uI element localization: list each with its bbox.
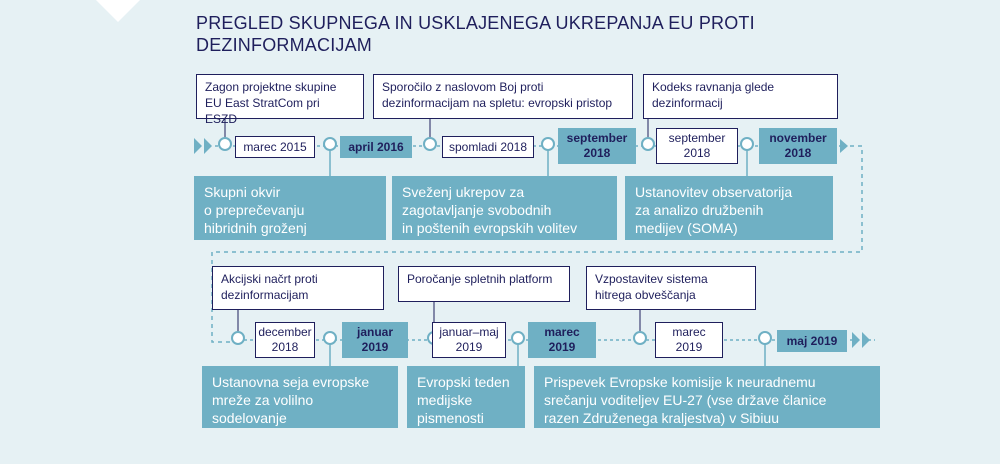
date-label: september 2018 <box>656 128 738 164</box>
milestone-circle-icon <box>542 138 554 150</box>
milestone-circle-icon <box>324 138 336 150</box>
result-box-election-network: Ustanovna seja evropske mreže za volilno sodelovanje <box>202 366 398 428</box>
end-arrow-icon <box>862 332 870 348</box>
end-arrow-icon <box>852 332 860 348</box>
event-box-code-of-practice: Kodeks ravnanja glede dezinformacij <box>643 74 838 119</box>
event-box-east-stratcom: Zagon projektne skupine EU East StratCom pri ESZD <box>196 74 364 119</box>
milestone-circle-icon <box>741 138 753 150</box>
date-label: marec 2015 <box>235 136 315 158</box>
date-label: marec 2019 <box>655 322 723 358</box>
milestone-circle-icon <box>424 138 436 150</box>
milestone-circle-icon <box>642 138 654 150</box>
event-box-platform-reporting: Poročanje spletnih platform <box>398 266 570 302</box>
event-box-rapid-alert: Vzpostavitev sistema hitrega obveščanja <box>586 266 756 310</box>
result-box-elections-package: Sveženj ukrepov za zagotavljanje svobodnih in poštenih evropskih volitev <box>392 176 617 240</box>
milestone-circle-icon <box>634 332 646 344</box>
result-box-soma: Ustanovitev observatorija za analizo družbenih medijev (SOMA) <box>625 176 833 240</box>
milestone-circle-icon <box>512 332 524 344</box>
result-box-sibiu-contribution: Prispevek Evropske komisije k neuradnemu srečanju voditeljev EU-27 (vse države članice razen Združenega kraljestva) v Sibiuu <box>534 366 880 428</box>
start-arrow-icon <box>204 138 212 154</box>
date-label: spomladi 2018 <box>442 136 534 158</box>
date-label-highlight: april 2016 <box>340 136 412 158</box>
date-label-highlight: september 2018 <box>558 128 636 164</box>
milestone-circle-icon <box>324 332 336 344</box>
date-label: december 2018 <box>255 322 315 358</box>
event-box-action-plan: Akcijski načrt proti dezinformacijam <box>212 266 384 310</box>
start-arrow-icon <box>194 138 202 154</box>
date-label: januar–maj 2019 <box>432 322 506 358</box>
milestone-circle-icon <box>759 332 771 344</box>
date-label-highlight: marec 2019 <box>528 322 596 358</box>
date-label-highlight: januar 2019 <box>342 322 408 358</box>
event-box-communication: Sporočilo z naslovom Boj proti dezinformacijam na spletu: evropski pristop <box>373 74 633 119</box>
page-title: PREGLED SKUPNEGA IN USKLAJENEGA UKREPANJA EU PROTI DEZINFORMACIJAM <box>196 13 755 55</box>
end-arrow-icon <box>840 139 848 153</box>
milestone-circle-icon <box>232 332 244 344</box>
result-box-media-literacy-week: Evropski teden medijske pismenosti <box>407 366 525 428</box>
date-label-highlight: november 2018 <box>759 128 837 164</box>
result-box-hybrid-threats: Skupni okvir o preprečevanju hibridnih groženj <box>194 176 386 240</box>
milestone-circle-icon <box>219 138 231 150</box>
date-label-highlight: maj 2019 <box>777 330 847 352</box>
